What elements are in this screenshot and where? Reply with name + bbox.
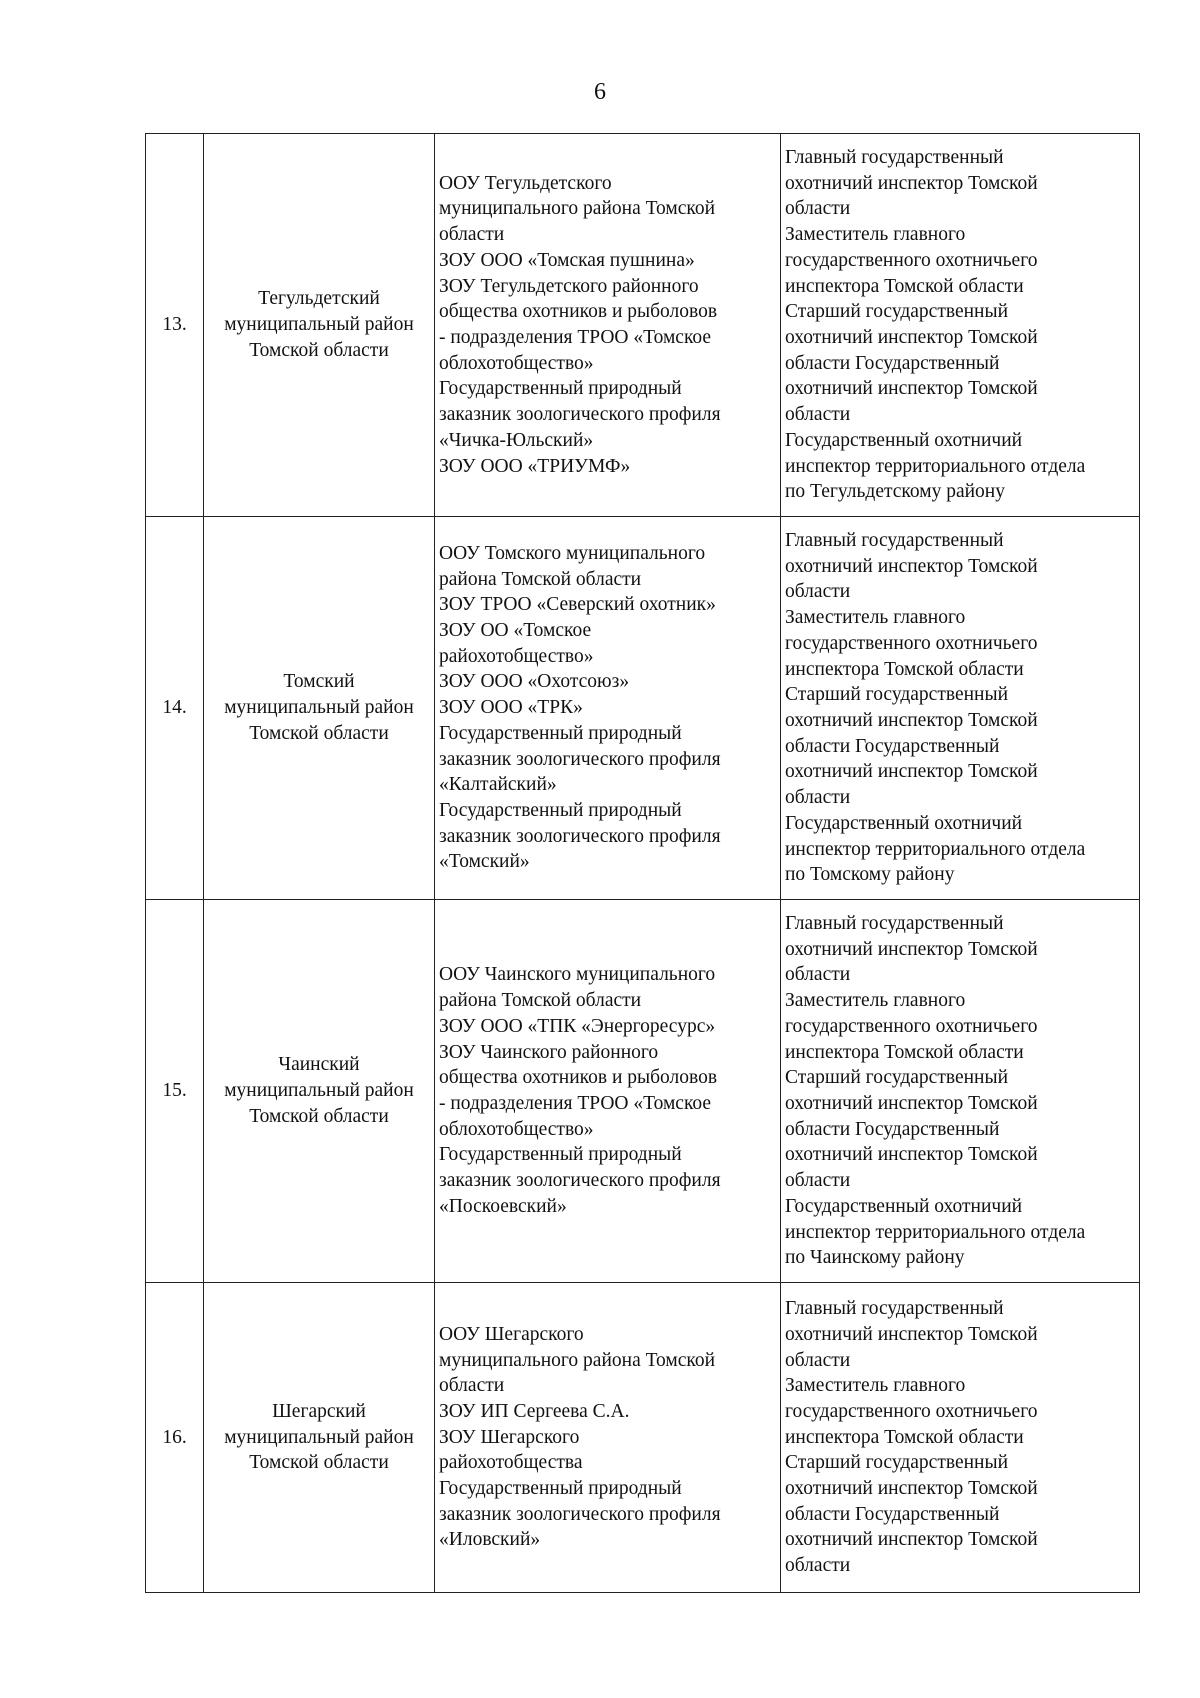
org-line: ЗОУ Чаинского районного	[439, 1041, 659, 1063]
org-line: Государственный природный	[439, 722, 682, 744]
page-number: 6	[594, 79, 606, 105]
inspector-line: Старший государственный	[785, 684, 1009, 706]
org-line: ЗОУ Шегарского	[439, 1426, 580, 1448]
district-line: Тегульдетский	[258, 288, 380, 310]
org-line: - подразделения ТРОО «Томское	[439, 1093, 712, 1114]
inspector-line: охотничий инспектор Томской	[785, 378, 1038, 400]
inspector-line: государственного охотничьего	[785, 1015, 1038, 1037]
inspectors-list	[781, 1283, 1140, 1593]
org-line: района Томской области	[439, 990, 642, 1012]
inspector-line: инспектор территориального отдела	[785, 838, 1086, 860]
district-line: муниципальный район	[224, 1426, 414, 1448]
inspector-line: области Государственный	[785, 352, 1000, 374]
inspector-line: инспектора Томской области	[785, 1426, 1024, 1448]
district-line: Томской области	[249, 339, 389, 361]
org-line: ЗОУ ТРОО «Северский охотник»	[439, 594, 716, 616]
district-name	[204, 1283, 435, 1593]
org-line: райохотобщество»	[439, 645, 594, 667]
inspector-line: охотничий инспектор Томской	[785, 1478, 1038, 1500]
inspector-line: охотничий инспектор Томской	[785, 1529, 1038, 1551]
inspector-line: области Государственный	[785, 1118, 1000, 1140]
org-line: ООУ Тегульдетского	[439, 172, 612, 194]
org-line: Государственный природный	[439, 799, 682, 821]
inspector-line: Заместитель главного	[785, 990, 966, 1012]
inspector-line: инспектора Томской области	[785, 1041, 1024, 1063]
inspector-line: области	[785, 964, 851, 986]
hunting-grounds-list	[435, 1283, 781, 1593]
inspector-line: инспектор территориального отдела	[785, 455, 1086, 477]
org-line: облохотобщество»	[439, 1118, 594, 1140]
org-line: Государственный природный	[439, 378, 682, 400]
inspector-line: Главный государственный	[785, 147, 1004, 169]
org-line: ЗОУ ООО «ТПК «Энергоресурс»	[439, 1015, 716, 1037]
org-line: «Чичка-Юльский»	[439, 429, 594, 451]
org-line: ООУ Шегарского	[439, 1323, 584, 1345]
org-line: заказник зоологического профиля	[439, 404, 721, 426]
district-line: Томской области	[249, 1452, 389, 1474]
inspector-line: охотничий инспектор Томской	[785, 1323, 1038, 1345]
district-line: муниципальный район	[224, 1080, 414, 1102]
org-line: райохотобщества	[439, 1452, 583, 1474]
table-row	[146, 517, 1140, 900]
inspector-line: инспектора Томской области	[785, 658, 1024, 680]
inspectors-list	[781, 900, 1140, 1283]
org-line: общества охотников и рыболовов	[439, 1067, 718, 1089]
org-line: общества охотников и рыболовов	[439, 301, 718, 323]
row-number: 14.	[146, 517, 204, 900]
org-line: области	[439, 1375, 505, 1397]
inspector-line: охотничий инспектор Томской	[785, 1093, 1038, 1114]
district-line: Томской области	[249, 1105, 389, 1127]
inspector-line: по Чаинскому району	[785, 1247, 965, 1269]
table-row	[146, 900, 1140, 1283]
inspector-line: Главный государственный	[785, 913, 1004, 935]
inspector-line: Заместитель главного	[785, 1375, 966, 1397]
org-line: области	[439, 224, 505, 246]
inspector-line: области Государственный	[785, 735, 1000, 757]
inspector-line: области	[785, 404, 851, 426]
inspector-line: охотничий инспектор Томской	[785, 172, 1038, 194]
inspector-line: области	[785, 1170, 851, 1192]
inspector-line: Государственный охотничий	[785, 812, 1023, 834]
org-line: ООУ Чаинского муниципального	[439, 964, 716, 986]
org-line: ЗОУ ИП Сергеева С.А.	[439, 1400, 630, 1422]
inspector-line: Заместитель главного	[785, 607, 966, 629]
table-row	[146, 1283, 1140, 1593]
org-line: Государственный природный	[439, 1144, 682, 1166]
inspector-line: Старший государственный	[785, 1452, 1009, 1474]
district-line: муниципальный район	[224, 314, 414, 336]
inspector-line: Старший государственный	[785, 1067, 1009, 1089]
inspector-line: Главный государственный	[785, 1298, 1004, 1320]
table-row	[146, 134, 1140, 517]
inspector-line: охотничий инспектор Томской	[785, 761, 1038, 783]
org-line: ЗОУ ООО «Охотсоюз»	[439, 671, 630, 693]
inspector-line: охотничий инспектор Томской	[785, 555, 1038, 577]
inspector-line: инспектора Томской области	[785, 275, 1024, 297]
inspector-line: государственного охотничьего	[785, 1400, 1038, 1422]
hunting-grounds-list	[435, 900, 781, 1283]
inspector-line: Главный государственный	[785, 530, 1004, 552]
district-name	[204, 517, 435, 900]
org-line: муниципального района Томской	[439, 1349, 716, 1371]
inspector-line: Старший государственный	[785, 301, 1009, 323]
hunting-grounds-list	[435, 134, 781, 517]
inspector-line: Заместитель главного	[785, 224, 966, 246]
row-number: 15.	[146, 900, 204, 1283]
inspector-line: инспектор территориального отдела	[785, 1221, 1086, 1243]
org-line: заказник зоологического профиля	[439, 825, 721, 847]
district-line: муниципальный район	[224, 697, 414, 719]
org-line: Государственный природный	[439, 1478, 682, 1500]
org-line: - подразделения ТРОО «Томское	[439, 327, 712, 348]
inspector-line: Государственный охотничий	[785, 1195, 1023, 1217]
inspector-line: охотничий инспектор Томской	[785, 1144, 1038, 1166]
row-number: 13.	[146, 134, 204, 517]
district-line: Томский	[283, 671, 355, 693]
district-name	[204, 134, 435, 517]
org-line: муниципального района Томской	[439, 198, 716, 220]
inspector-line: области	[785, 1349, 851, 1371]
org-line: заказник зоологического профиля	[439, 1170, 721, 1192]
inspector-line: государственного охотничьего	[785, 249, 1038, 271]
hunting-grounds-list	[435, 517, 781, 900]
inspector-line: области Государственный	[785, 1503, 1000, 1525]
inspector-line: по Тегульдетскому району	[785, 481, 1005, 503]
org-line: ЗОУ Тегульдетского районного	[439, 275, 699, 297]
org-line: ЗОУ ООО «ТРК»	[439, 697, 583, 719]
inspector-line: области	[785, 1555, 851, 1577]
inspector-line: области	[785, 581, 851, 603]
district-line: Томской области	[249, 722, 389, 744]
inspector-line: государственного охотничьего	[785, 632, 1038, 654]
inspectors-list	[781, 134, 1140, 517]
district-line: Шегарский	[272, 1400, 366, 1422]
org-line: ООУ Томского муниципального	[439, 542, 706, 564]
inspectors-list	[781, 517, 1140, 900]
org-line: заказник зоологического профиля	[439, 748, 721, 770]
org-line: заказник зоологического профиля	[439, 1503, 721, 1525]
org-line: «Иловский»	[439, 1529, 541, 1551]
org-line: ЗОУ ОО «Томское	[439, 620, 592, 642]
org-line: «Калтайский»	[439, 774, 557, 796]
org-line: ЗОУ ООО «Томская пушнина»	[439, 249, 695, 271]
org-line: «Поскоевский»	[439, 1195, 567, 1217]
inspector-line: охотничий инспектор Томской	[785, 938, 1038, 960]
district-line: Чаинский	[278, 1054, 360, 1076]
org-line: облохотобщество»	[439, 352, 594, 374]
district-name	[204, 900, 435, 1283]
inspector-line: области	[785, 787, 851, 809]
inspector-line: охотничий инспектор Томской	[785, 710, 1038, 731]
inspector-line: охотничий инспектор Томской	[785, 327, 1038, 348]
org-line: ЗОУ ООО «ТРИУМФ»	[439, 455, 631, 477]
row-number: 16.	[146, 1283, 204, 1593]
inspector-line: Государственный охотничий	[785, 429, 1023, 451]
org-line: района Томской области	[439, 568, 642, 590]
org-line: «Томский»	[439, 851, 530, 873]
inspector-line: по Томскому району	[785, 864, 955, 886]
inspector-line: области	[785, 198, 851, 220]
districts-table	[145, 133, 1140, 1593]
